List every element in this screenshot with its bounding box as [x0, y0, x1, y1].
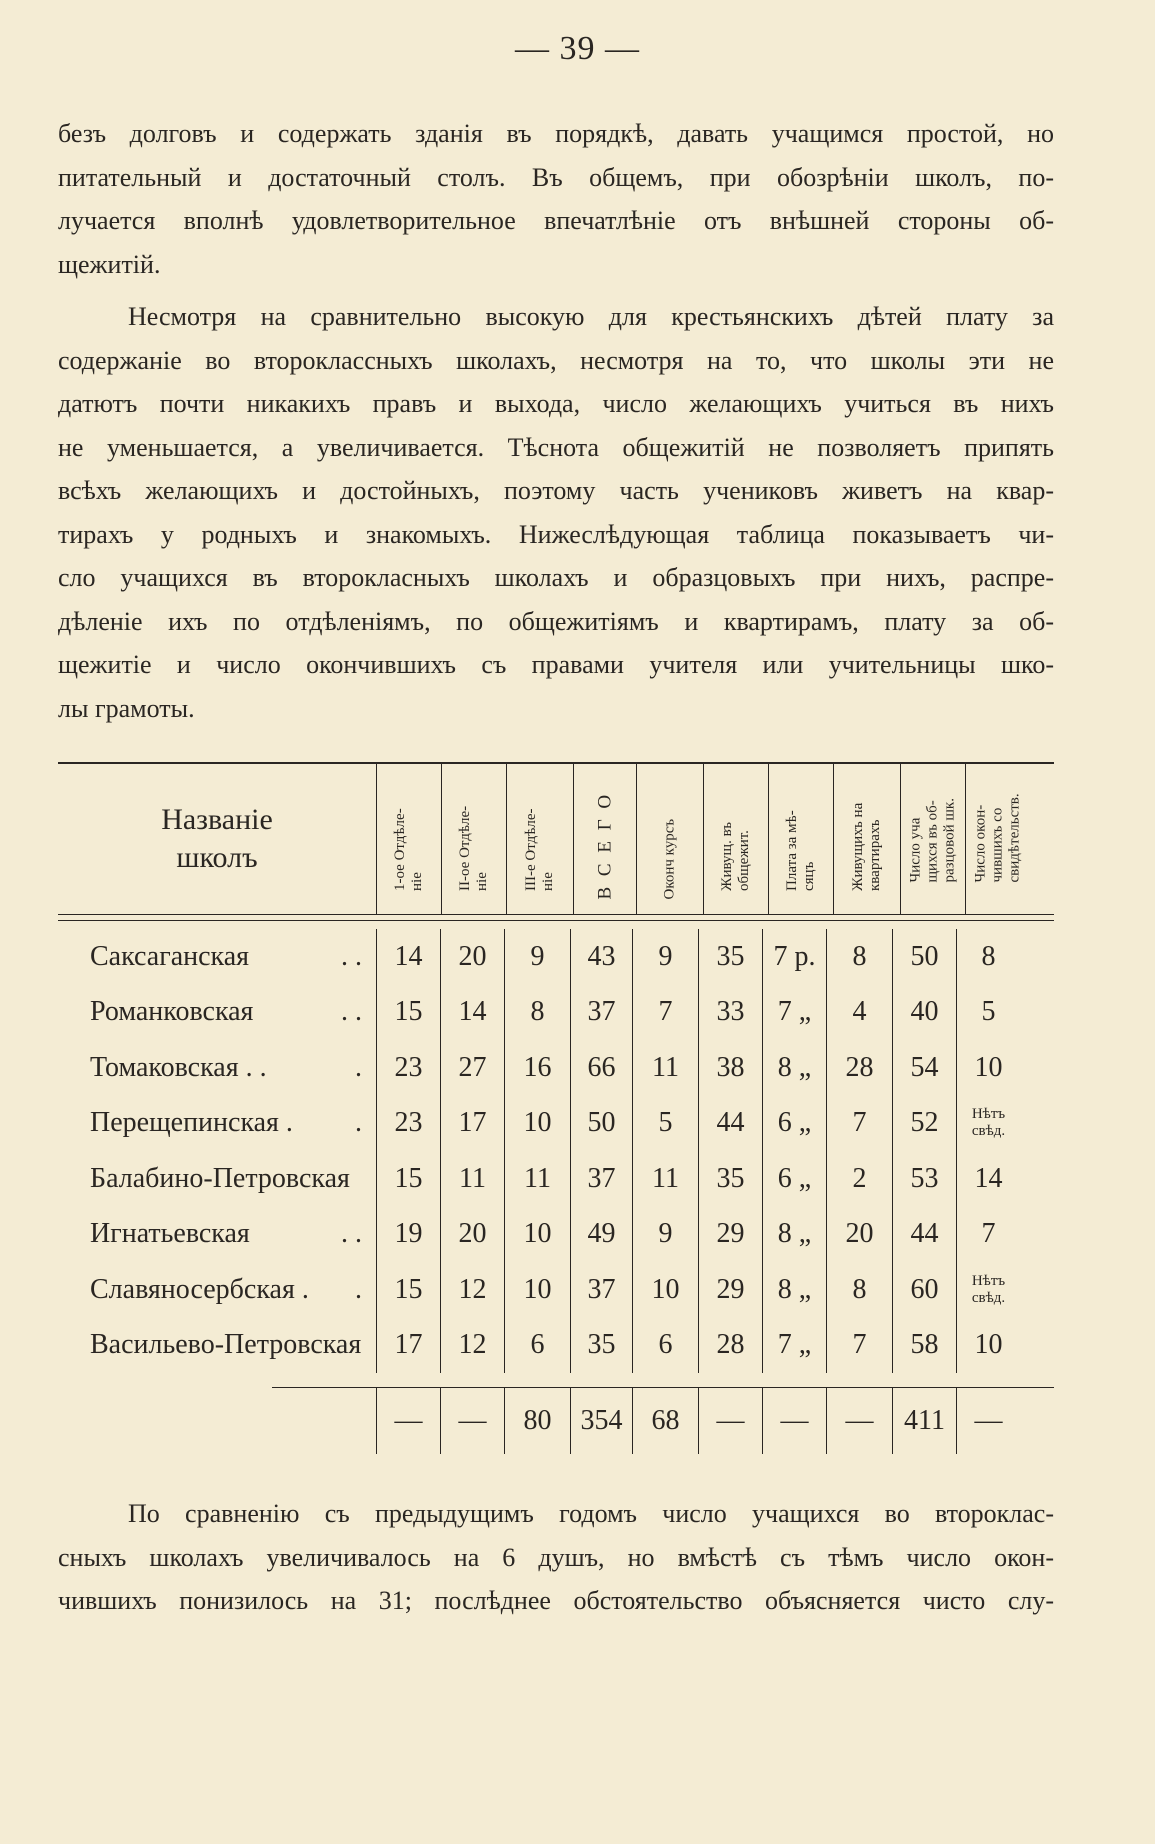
name-column-header: [58, 764, 376, 914]
table-cell: 5: [956, 985, 1020, 1041]
table-cell: 7 „: [762, 985, 826, 1041]
table-cell: 17: [440, 1096, 504, 1152]
table-cell: 53: [892, 1151, 956, 1207]
column-header: [965, 764, 1030, 914]
total-cell: —: [440, 1388, 504, 1454]
column-header: [703, 764, 768, 914]
header-line: ніе: [540, 872, 556, 891]
table-cell: 12: [440, 1318, 504, 1374]
table-cell: 37: [570, 1151, 632, 1207]
table-cell: 15: [376, 1151, 440, 1207]
table-cell: 4: [826, 985, 892, 1041]
table-cell: 49: [570, 1207, 632, 1263]
header-line: Оконч курсъ: [661, 818, 678, 900]
header-line: разцовой шк.: [941, 798, 958, 883]
header-line: Живущихъ на: [850, 802, 866, 891]
school-name: Перещепинская . .: [90, 1107, 362, 1139]
header-separator: [58, 914, 1054, 921]
table-cell: 29: [698, 1207, 762, 1263]
header-line: Число окон-: [972, 804, 989, 883]
total-cell: —: [698, 1388, 762, 1454]
paragraph-1: [58, 112, 1054, 286]
table-cell: 15: [376, 985, 440, 1041]
total-cell: 68: [632, 1388, 698, 1454]
table-row: [58, 1151, 1054, 1207]
table-cell: 2: [826, 1151, 892, 1207]
header-line: ніе: [409, 872, 425, 891]
table-cell: 8: [826, 929, 892, 985]
table-cell: 10: [956, 1040, 1020, 1096]
table-cell: 7: [632, 985, 698, 1041]
header-line: квартирахъ: [867, 819, 883, 891]
total-cell: —: [956, 1388, 1020, 1454]
total-cell: 411: [892, 1388, 956, 1454]
table-cell: 43: [570, 929, 632, 985]
column-header: [636, 764, 703, 914]
table-cell: 11: [440, 1151, 504, 1207]
table-row: [58, 1262, 1054, 1318]
table-cell: 6 „: [762, 1096, 826, 1152]
text-line: датютъ почти никакихъ правъ и выхода, число желающихъ учиться въ нихъ: [58, 389, 1054, 418]
table-cell: 11: [504, 1151, 570, 1207]
text-line: тирахъ у родныхъ и знакомыхъ. Нижеслѣдующая таблица показываетъ чи-: [58, 519, 1054, 549]
table-row: [58, 1040, 1054, 1096]
school-name: Томаковская . . .: [90, 1051, 362, 1083]
text-line: содержаніе во второклассныхъ школахъ, несмотря на то, что школы эти не: [58, 345, 1054, 375]
text-line: всѣхъ желающихъ и достойныхъ, поэтому часть учениковъ живетъ на квар-: [58, 476, 1054, 505]
schools-table: [58, 762, 1054, 1454]
header-line: сяцъ: [801, 861, 817, 891]
header-line: 1-ое Отдѣле-: [392, 808, 408, 891]
table-cell: 5: [632, 1096, 698, 1152]
table-cell: 29: [698, 1262, 762, 1318]
header-line: общежит.: [736, 830, 752, 891]
table-cell: 44: [698, 1096, 762, 1152]
school-name: Романковская . .: [90, 996, 362, 1028]
table-cell: 8: [956, 929, 1020, 985]
column-header: [833, 764, 900, 914]
text-line: лы грамоты.: [58, 693, 195, 723]
text-line: щежитіе и число окончившихъ съ правами учителя или учительницы шко-: [58, 650, 1054, 679]
column-header: [441, 764, 506, 914]
school-name: Балабино-Петровская: [90, 1162, 350, 1194]
table-cell: 28: [698, 1318, 762, 1374]
total-cell: —: [762, 1388, 826, 1454]
header-line: В С Е Г О: [594, 791, 616, 900]
table-cell: Нѣтъ свѣд.: [956, 1262, 1020, 1318]
table-cell: Нѣтъ свѣд.: [956, 1096, 1020, 1152]
table-cell: 9: [632, 929, 698, 985]
table-cell: 9: [504, 929, 570, 985]
total-cell: 354: [570, 1388, 632, 1454]
table-cell: 44: [892, 1207, 956, 1263]
table-cell: 11: [632, 1040, 698, 1096]
header-line: ніе: [474, 872, 490, 891]
table-cell: 8: [826, 1262, 892, 1318]
table-cell: 7: [956, 1207, 1020, 1263]
table-cell: 20: [440, 1207, 504, 1263]
table-row: [58, 1318, 1054, 1374]
table-row: [58, 929, 1054, 985]
text-line: дѣленіе ихъ по отдѣленіямъ, по общежитіямъ и квартирамъ, плату за об-: [58, 606, 1054, 636]
header-line: Живущ. въ: [719, 821, 735, 891]
table-cell: 7: [826, 1096, 892, 1152]
table-cell: 12: [440, 1262, 504, 1318]
table-cell: 10: [956, 1318, 1020, 1374]
table-cell: 10: [632, 1262, 698, 1318]
header-line: II-ое Отдѣле-: [457, 805, 473, 891]
text-line: Несмотря на сравнительно высокую для крестьянскихъ дѣтей плату за: [128, 302, 1054, 331]
text-line: По сравненію съ предыдущимъ годомъ число учащихся во второклас-: [128, 1499, 1054, 1528]
school-name: Саксаганская . .: [90, 940, 362, 972]
header-line: Число уча: [907, 817, 924, 883]
table-cell: 33: [698, 985, 762, 1041]
table-cell: 7 „: [762, 1318, 826, 1374]
table-cell: 20: [826, 1207, 892, 1263]
header-line: щихся въ об-: [924, 800, 941, 883]
column-header: [376, 764, 441, 914]
text-line: лучается вполнѣ удовлетворительное впечатлѣніе отъ внѣшней стороны об-: [58, 206, 1054, 235]
table-cell: 28: [826, 1040, 892, 1096]
column-header: [900, 764, 965, 914]
table-cell: 40: [892, 985, 956, 1041]
school-name: Васильево-Петровская: [90, 1329, 362, 1361]
table-row: [58, 985, 1054, 1041]
table-cell: 52: [892, 1096, 956, 1152]
table-body: [58, 921, 1054, 1373]
text-line: сло учащихся въ второкласныхъ школахъ и образцовыхъ при нихъ, распре-: [58, 563, 1054, 592]
table-cell: 6: [632, 1318, 698, 1374]
table-cell: 8 „: [762, 1262, 826, 1318]
table-cell: 8: [504, 985, 570, 1041]
table-cell: 58: [892, 1318, 956, 1374]
text-line: не уменьшается, а увеличивается. Тѣснота общежитій не позволяетъ припять: [58, 432, 1054, 462]
table-header: [58, 764, 1054, 914]
table-cell: 15: [376, 1262, 440, 1318]
table-cell: 14: [956, 1151, 1020, 1207]
table-cell: 20: [440, 929, 504, 985]
table-cell: 35: [570, 1318, 632, 1374]
table-cell: 23: [376, 1096, 440, 1152]
table-cell: 37: [570, 985, 632, 1041]
header-line: Плата за мѣ-: [784, 810, 800, 891]
table-cell: 14: [440, 985, 504, 1041]
text-line: чившихъ понизилось на 31; послѣднее обстоятельство объясняется чисто слу-: [58, 1586, 1054, 1615]
table-cell: 27: [440, 1040, 504, 1096]
paragraph-3: [58, 1492, 1054, 1623]
page-number: — 39 —: [515, 30, 640, 67]
table-row: [58, 1096, 1054, 1152]
text-line: щежитій.: [58, 249, 161, 279]
school-name: Игнатьевская . .: [90, 1218, 362, 1250]
table-cell: 35: [698, 929, 762, 985]
header-line: чившихъ со: [989, 807, 1006, 883]
table-cell: 8 „: [762, 1040, 826, 1096]
totals-row: [58, 1388, 1054, 1454]
school-name: Славяносербская . .: [90, 1273, 362, 1305]
table-cell: 6 „: [762, 1151, 826, 1207]
table-cell: 54: [892, 1040, 956, 1096]
text-line: питательный и достаточный столъ. Въ общемъ, при обозрѣніи школъ, по-: [58, 162, 1054, 192]
column-header: [573, 764, 636, 914]
table-row: [58, 1207, 1054, 1263]
table-cell: 60: [892, 1262, 956, 1318]
table-cell: 10: [504, 1096, 570, 1152]
table-cell: 19: [376, 1207, 440, 1263]
text-line: сныхъ школахъ увеличивалось на 6 душъ, но вмѣстѣ съ тѣмъ число окон-: [58, 1542, 1054, 1572]
total-cell: —: [376, 1388, 440, 1454]
column-header: [768, 764, 833, 914]
table-cell: 35: [698, 1151, 762, 1207]
table-cell: 7 р.: [762, 929, 826, 985]
table-cell: 66: [570, 1040, 632, 1096]
column-header: [506, 764, 573, 914]
table-cell: 8 „: [762, 1207, 826, 1263]
table-cell: 37: [570, 1262, 632, 1318]
table-cell: 23: [376, 1040, 440, 1096]
header-line: школъ: [176, 841, 258, 874]
table-cell: 10: [504, 1207, 570, 1263]
text-line: безъ долговъ и содержать зданія въ порядкѣ, давать учащимся простой, но: [58, 119, 1054, 148]
paragraph-2: [58, 295, 1054, 730]
table-cell: 7: [826, 1318, 892, 1374]
table-cell: 14: [376, 929, 440, 985]
table-cell: 11: [632, 1151, 698, 1207]
table-cell: 17: [376, 1318, 440, 1374]
table-cell: 6: [504, 1318, 570, 1374]
table-cell: 10: [504, 1262, 570, 1318]
table-cell: 16: [504, 1040, 570, 1096]
total-cell: 80: [504, 1388, 570, 1454]
table-cell: 9: [632, 1207, 698, 1263]
table-cell: 50: [892, 929, 956, 985]
header-line: III-е Отдѣле-: [523, 808, 539, 891]
table-cell: 38: [698, 1040, 762, 1096]
header-line: Названіе: [161, 803, 273, 836]
total-cell: —: [826, 1388, 892, 1454]
table-cell: 50: [570, 1096, 632, 1152]
header-line: свидѣтельств.: [1006, 793, 1023, 883]
